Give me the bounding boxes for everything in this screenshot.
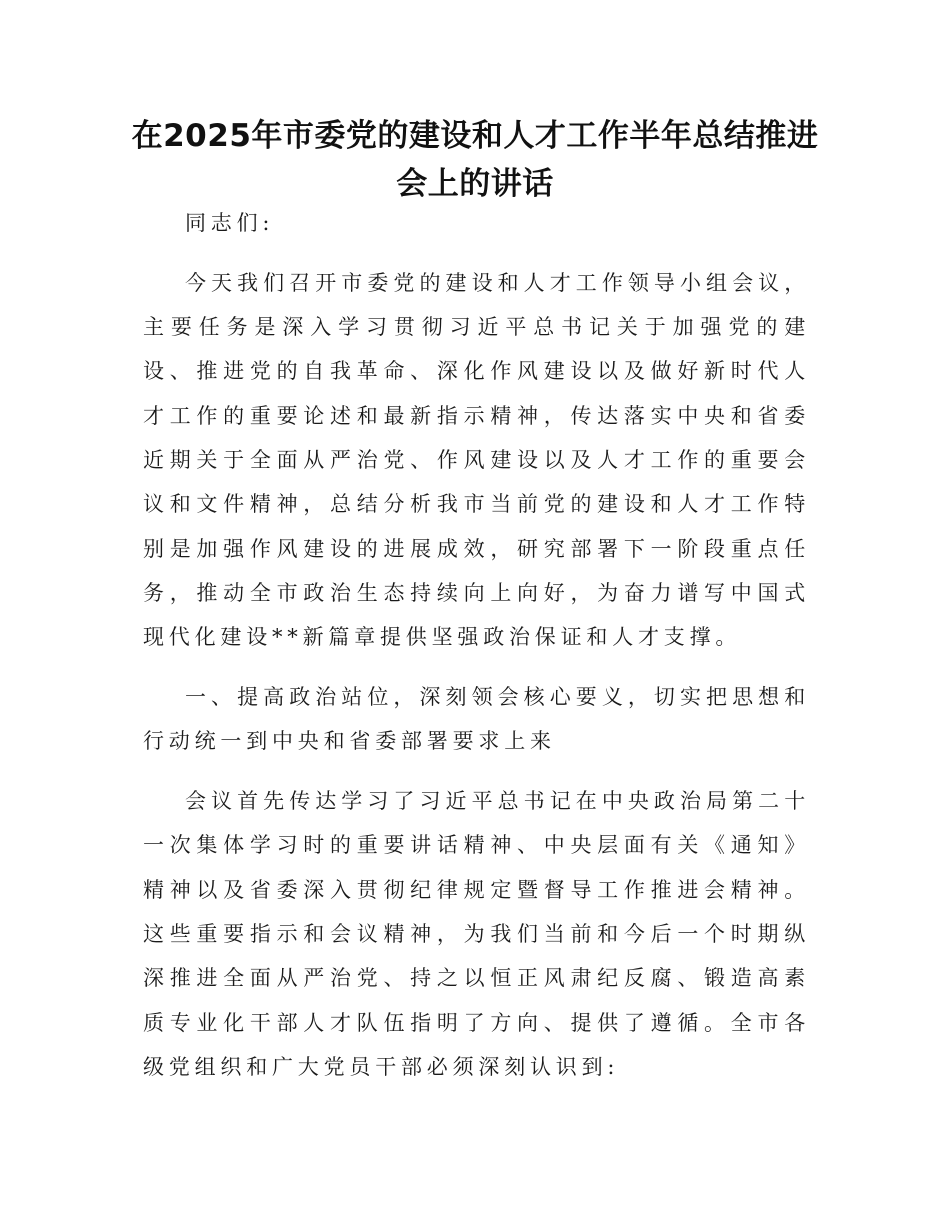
- salutation-paragraph: 同志们:: [185, 211, 275, 235]
- section-heading-1: 一、提高政治站位，深刻领会核心要义，切实把思想和行动统一到中央和省委部署要求上来: [143, 684, 810, 754]
- document-body: [143, 201, 810, 1089]
- body-paragraph: 会议首先传达学习了习近平总书记在中央政治局第二十一次集体学习时的重要讲话精神、中央层面有关《通知》精神以及省委深入贯彻纪律规定暨督导工作推进会精神。这些重要指示和会议精神，为我们当前和今后一个时期纵深推进全面从严治党、持之以恒正风肃纪反腐、锻造高素质专业化干部人才队伍指明了方向、提供了遵循。全市各级党组织和广大党员干部必须深刻认识到:: [143, 789, 810, 1079]
- document-title: 在2025年市委党的建设和人才工作半年总结推进会上的讲话: [131, 118, 819, 202]
- intro-paragraph: 今天我们召开市委党的建设和人才工作领导小组会议，主要任务是深入学习贯彻习近平总书记关于加强党的建设、推进党的自我革命、深化作风建设以及做好新时代人才工作的重要论述和最新指示精神，传达落实中央和省委近期关于全面从严治党、作风建设以及人才工作的重要会议和文件精神，总结分析我市当前党的建设和人才工作特别是加强作风建设的进展成效，研究部署下一阶段重点任务，推动全市政治生态持续向上向好，为奋力谱写中国式现代化建设**新篇章提供坚强政治保证和人才支撑。: [143, 270, 810, 650]
